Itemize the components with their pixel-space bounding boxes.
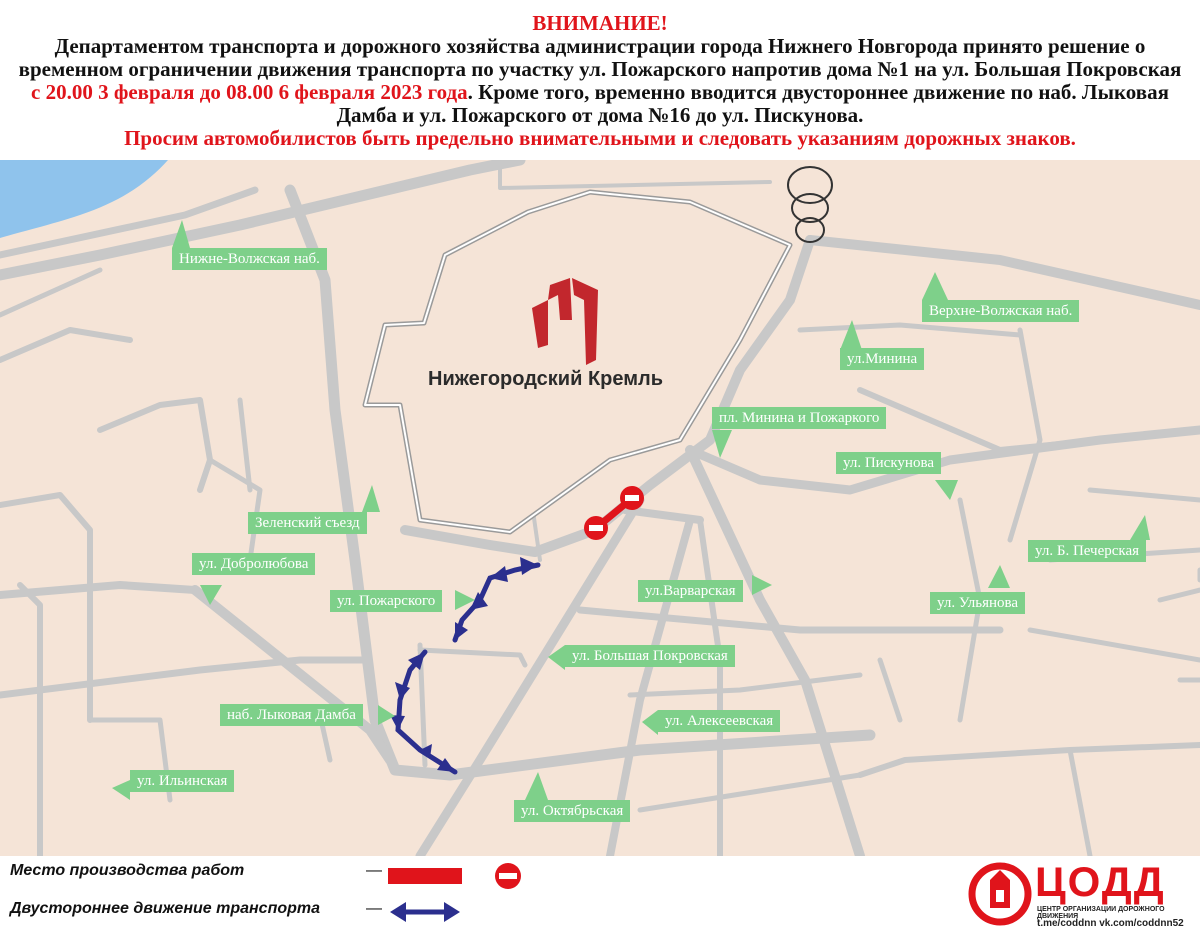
label-piskunova: ул. Пискунова (836, 452, 941, 474)
label-lykovaya-damba: наб. Лыковая Дамба (220, 704, 363, 726)
kremlin-title: Нижегородский Кремль (428, 368, 664, 390)
map-legend (0, 856, 1200, 936)
legend-symbols (388, 860, 568, 930)
notice-line-3-rest: . Кроме того, временно вводится двустороннее движение по наб. Лыковая (467, 80, 1169, 104)
legend-work-site: Место производства работ (10, 862, 245, 879)
notice-dates: с 20.00 3 февраля до 08.00 6 февраля 2023 года (31, 80, 468, 104)
label-verkhne-volzhskaya: Верхне-Волжская наб. (922, 300, 1079, 322)
notice-line-3 (0, 81, 1200, 104)
legend-dash-2: — (366, 900, 382, 917)
label-ulyanova: ул. Ульянова (930, 592, 1025, 614)
label-ilyinskaya: ул. Ильинская (130, 770, 234, 792)
notice-line-1: Департаментом транспорта и дорожного хозяйства администрации города Нижнего Новгорода принято решение о (54, 34, 1146, 58)
label-varvarskaya: ул.Варварская (638, 580, 743, 602)
label-alekseevskaya: ул. Алексеевская (658, 710, 780, 732)
street-map (0, 160, 1200, 856)
notice-line-5: Просим автомобилистов быть предельно внимательными и следовать указаниям дорожных знаков. (124, 126, 1076, 150)
label-nizhne-volzhskaya: Нижне-Волжская наб. (172, 248, 327, 270)
label-b-pokrovskaya: ул. Большая Покровская (565, 645, 735, 667)
two-way-arrow-icon (390, 902, 460, 922)
notice-line-4: Дамба и ул. Пожарского от дома №16 до ул. Пискунова. (336, 103, 864, 127)
label-pozharskogo: ул. Пожарского (330, 590, 442, 612)
codd-logo-name: ЦОДД (1035, 858, 1166, 905)
label-oktyabrskaya: ул. Октябрьская (514, 800, 630, 822)
label-zelensky: Зеленский съезд (248, 512, 367, 534)
codd-logo-subtitle: ЦЕНТР ОРГАНИЗАЦИИ ДОРОЖНОГО ДВИЖЕНИЯ (1037, 906, 1165, 920)
legend-two-way: Двустороннее движение транспорта (10, 900, 321, 917)
notice-line-2: временном ограничении движения транспорта по участку ул. Пожарского напротив дома №1 на ул. Большая Покровская (18, 57, 1182, 81)
closure-bar-icon (388, 868, 462, 884)
label-minina: ул.Минина (840, 348, 924, 370)
label-minina-pozharskogo-square: пл. Минина и Пожаркого (712, 407, 886, 429)
legend-dash-1: — (366, 862, 382, 879)
notice-header (0, 0, 1200, 160)
codd-logo-icon (968, 862, 1038, 932)
notice-title: ВНИМАНИЕ! (532, 11, 668, 35)
label-b-pecherskaya: ул. Б. Печерская (1028, 540, 1146, 562)
label-dobrolyubova: ул. Добролюбова (192, 553, 315, 575)
no-entry-icon (495, 863, 521, 889)
codd-links: t.me/coddnn vk.com/coddnn52 (1037, 918, 1184, 929)
